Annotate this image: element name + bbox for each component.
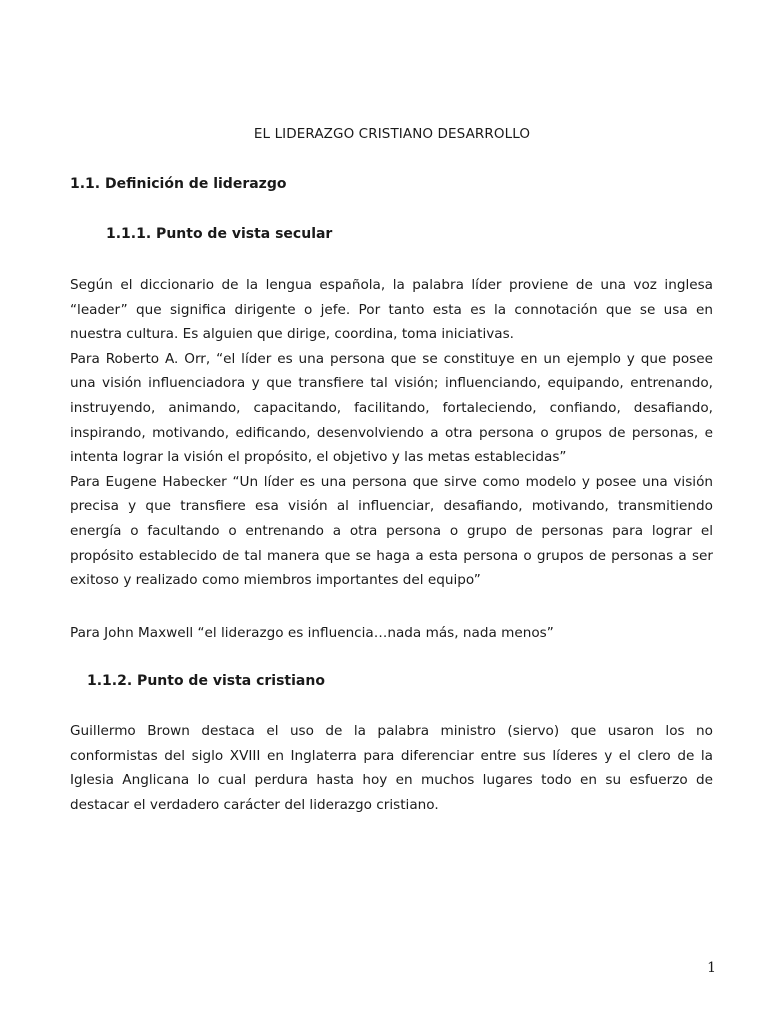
page-number: 1 (707, 960, 716, 976)
text-line: Iglesia Anglicana lo cual perdura hasta hoy en muchos lugares todo en su esfuerzo de (70, 772, 713, 789)
document-title: EL LIDERAZGO CRISTIANO DESARROLLO (253, 126, 531, 142)
subsection-heading-secular: 1.1.1. Punto de vista secular (106, 226, 333, 242)
text-line: instruyendo, animando, capacitando, facilitando, fortaleciendo, confiando, desafiando, (70, 399, 713, 416)
text-line: destacar el verdadero carácter del liderazgo cristiano. (70, 796, 439, 813)
text-line: energía o facultando o entrenando a otra persona o grupo de personas para lograr el (70, 522, 713, 539)
text-line: propósito establecido de tal manera que se haga a esta persona o grupos de personas a ser (70, 547, 713, 564)
text-line: nuestra cultura. Es alguien que dirige, coordina, toma iniciativas. (70, 326, 515, 343)
text-line: precisa y que transfiere esa visión al influenciar, desafiando, motivando, transmitiendo (70, 498, 713, 515)
paragraph-cristiano (70, 719, 713, 817)
section-heading: 1.1. Definición de liderazgo (70, 176, 287, 192)
text-line: Según el diccionario de la lengua española, la palabra líder proviene de una voz inglesa (70, 277, 713, 293)
text-line: inspirando, motivando, edificando, desenvolviendo a otra persona o grupos de personas, e (70, 424, 713, 441)
text-line: una visión influenciadora y que transfiere tal visión; influenciando, equipando, entrenando, (70, 375, 713, 392)
text-line: intenta lograr la visión el propósito, el objetivo y las metas establecidas” (70, 449, 567, 466)
text-line: exitoso y realizado como miembros importantes del equipo” (70, 572, 481, 589)
text-line: Para Eugene Habecker “Un líder es una persona que sirve como modelo y posee una visión (70, 473, 713, 490)
subsection-heading-cristiano: 1.1.2. Punto de vista cristiano (87, 673, 325, 689)
paragraph-maxwell (70, 621, 713, 646)
paragraph-secular (70, 273, 713, 593)
text-line: Guillermo Brown destaca el uso de la palabra ministro (siervo) que usaron los no (70, 723, 713, 739)
text-line: Para John Maxwell “el liderazgo es influencia…nada más, nada menos” (70, 625, 554, 641)
text-line: “leader” que significa dirigente o jefe. Por tanto esta es la connotación que se usa en (70, 301, 713, 318)
text-line: Para Roberto A. Orr, “el líder es una persona que se constituye en un ejemplo y que posee (70, 350, 713, 367)
text-line: conformistas del siglo XVIII en Inglaterra para diferenciar entre sus líderes y el clero de la (70, 747, 713, 764)
